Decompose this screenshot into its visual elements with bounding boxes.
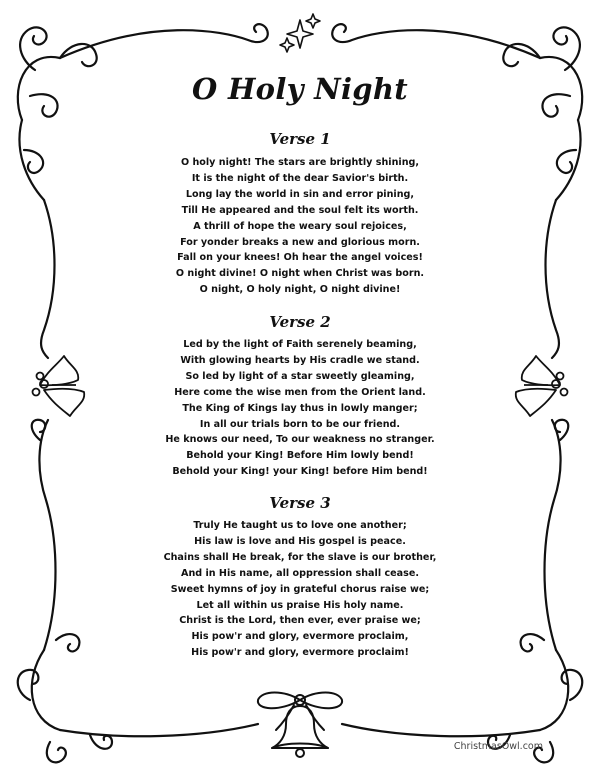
lyric-line: A thrill of hope the weary soul rejoices, — [193, 220, 407, 232]
lyric-line: In all our trials born to be our friend. — [199, 418, 401, 430]
lyric-line: His pow'r and glory, evermore proclaim! — [191, 647, 409, 659]
top-border-curve — [60, 24, 268, 58]
bell-with-bow-icon — [258, 693, 342, 758]
lyric-line: Behold your King! your King! before Him bend! — [172, 466, 428, 478]
verse-2-heading: Verse 2 — [269, 313, 331, 331]
sparkle-stars-icon — [280, 14, 320, 52]
lyric-line: It is the night of the dear Savior's birth. — [191, 172, 409, 184]
lyric-line: Led by the light of Faith serenely beaming, — [183, 339, 417, 350]
lyric-line: He knows our need, To our weakness no stranger. — [165, 434, 435, 446]
lyric-line: With glowing hearts by His cradle we stand. — [180, 354, 420, 366]
lyric-line: Let all within us praise His holy name. — [196, 599, 404, 611]
lyric-line: O night, O holy night, O night divine! — [199, 284, 401, 296]
lyric-line: O holy night! The stars are brightly shining, — [180, 157, 420, 168]
lyric-line: Truly He taught us to love one another; — [193, 520, 407, 531]
lyric-line: And in His name, all oppression shall cease. — [181, 567, 419, 579]
verse-3-body — [0, 518, 600, 661]
site-credit: ChristmasOwl.com — [453, 741, 543, 752]
lyric-line: Chains shall He break, for the slave is our brother, — [163, 551, 437, 563]
lyric-line: The King of Kings lay thus in lowly manger; — [182, 402, 418, 414]
lyric-line: Behold your King! Before Him lowly bend! — [186, 450, 414, 462]
verse-1-heading: Verse 1 — [269, 130, 331, 148]
verse-3-heading: Verse 3 — [269, 494, 331, 512]
lyric-line: Fall on your knees! Oh hear the angel voices! — [177, 252, 423, 264]
lyric-line: For yonder breaks a new and glorious morn. — [180, 236, 420, 248]
lyric-line: His pow'r and glory, evermore proclaim, — [191, 631, 409, 643]
lyric-line: So led by light of a star sweetly gleaming, — [185, 370, 415, 382]
verse-1-body — [0, 155, 600, 298]
lyric-line: O night divine! O night when Christ was born. — [175, 268, 425, 280]
page-title: O Holy Night — [192, 72, 408, 106]
lyric-line: Long lay the world in sin and error pining, — [185, 188, 415, 200]
lyric-line: Sweet hymns of joy in grateful chorus raise we; — [170, 583, 430, 595]
lyric-line: His law is love and His gospel is peace. — [194, 535, 406, 547]
lyric-line: Till He appeared and the soul felt its worth. — [181, 204, 419, 216]
verse-2-body — [0, 337, 600, 480]
lyric-line: Christ is the Lord, then ever, ever praise we; — [179, 615, 421, 627]
lyric-line: Here come the wise men from the Orient land. — [174, 386, 426, 398]
